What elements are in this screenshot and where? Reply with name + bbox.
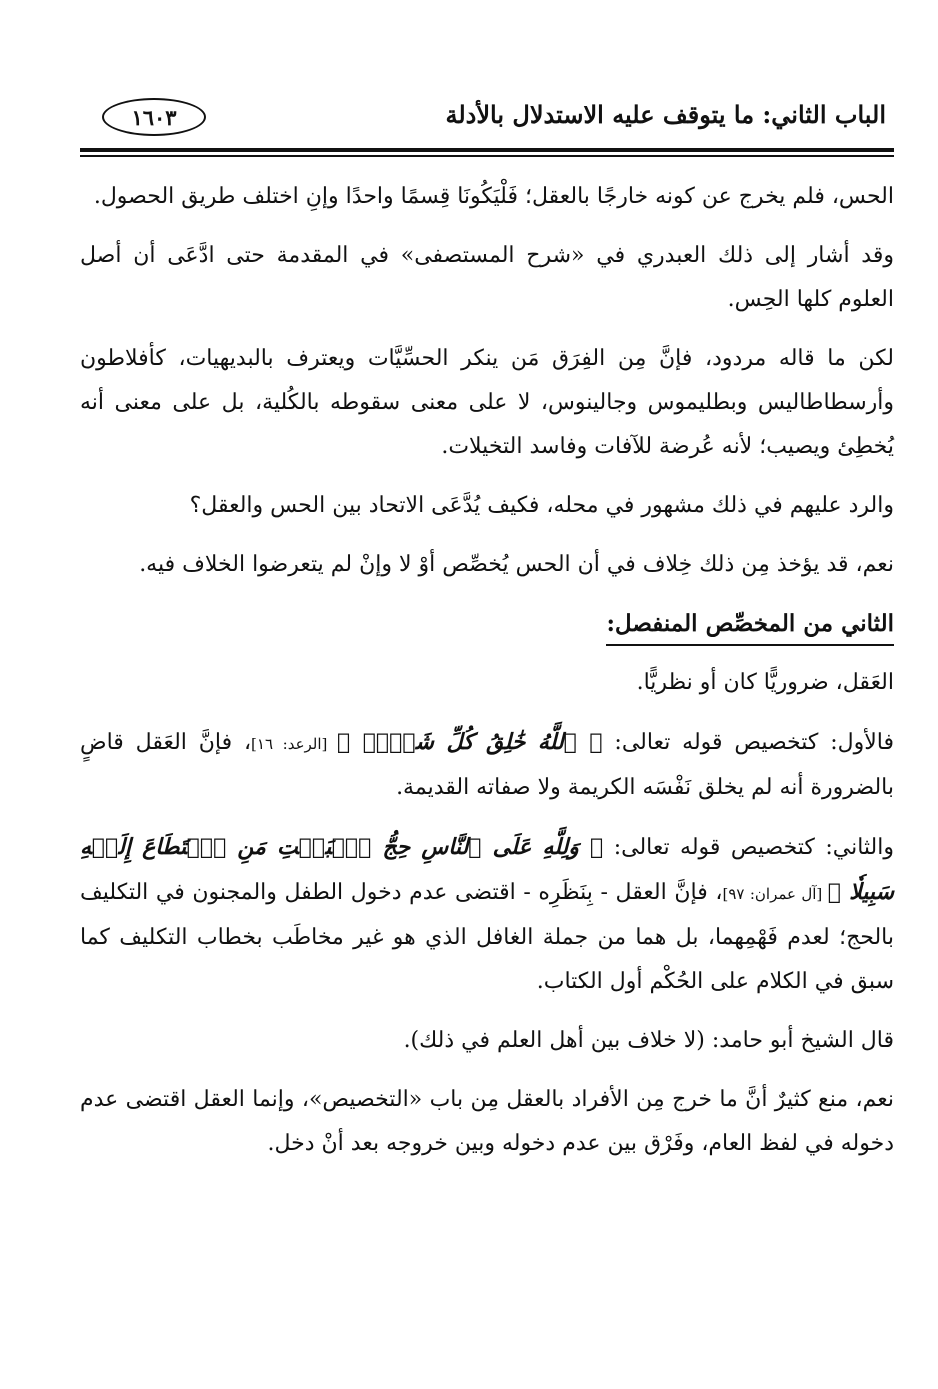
paragraph-2: وقد أشار إلى ذلك العبدري في «شرح المستصفى» في المقدمة حتى ادَّعَى أن أصل العلوم كلها الحِس. (80, 242, 894, 312)
page-body (80, 175, 894, 1166)
quran-verse-1: ﴿ ٱللَّهُ خَٰلِقُ كُلِّ شَيۡءٖ ﴾ (337, 728, 603, 755)
paragraph-9: قال الشيخ أبو حامد: (لا خلاف بين أهل العلم في ذلك). (403, 1027, 894, 1053)
section-heading-wrap (80, 602, 894, 661)
header-rule-thick (80, 148, 894, 152)
paragraph-10: نعم، منع كثيرٌ أنَّ ما خرج مِن الأفراد بالعقل مِن باب «التخصيص»، وإنما العقل اقتضى عدم دخوله في لفظ العام، وفَرْق بين عدم دخوله وبين خروجه بعد أنْ دخل. (80, 1086, 895, 1156)
paragraph-7-intro: فالأول: كتخصيص قوله تعالى: (602, 729, 894, 755)
paragraph-3: لكن ما قاله مردود، فإنَّ مِن الفِرَق مَن ينكر الحسِّيَّات ويعترف بالبديهيات، كأفلاطون وأرسطاطاليس وبطليموس وجالينوس، لا على معنى سقوطه بالكُلية، بل على معنى أنه يُخطِئ ويصيب؛ لأنه عُرضة للآفات وفاسد التخيلات. (80, 345, 894, 459)
paragraph-8-intro: والثاني: كتخصيص قوله تعالى: (603, 834, 894, 860)
running-title: الباب الثاني: ما يتوقف عليه الاستدلال بالأدلة (445, 100, 886, 129)
paragraph-8 (80, 825, 894, 1004)
verse-reference-1: [الرعد: ١٦] (251, 734, 338, 753)
paragraph-7 (80, 720, 894, 810)
page-header (80, 92, 894, 148)
paragraph-5: نعم، قد يؤخذ مِن ذلك خِلاف في أن الحس يُخصِّص أوْ لا وإنْ لم يتعرضوا الخلاف فيه. (139, 551, 894, 577)
paragraph-6: العَقل، ضروريًّا كان أو نظريًّا. (636, 669, 894, 695)
paragraph-4: والرد عليهم في ذلك مشهور في محله، فكيف يُدَّعَى الاتحاد بين الحس والعقل؟ (189, 492, 894, 518)
page-number: ١٦٠٣ (102, 98, 206, 136)
header-rule-thin (80, 155, 894, 157)
paragraph-1: الحس، فلم يخرج عن كونه خارجًا بالعقل؛ فَلْيَكُونَا قِسمًا واحدًا وإنِ اختلف طريق الحصول. (93, 183, 894, 209)
verse-reference-2: [آل عمران: ٩٧] (722, 884, 828, 903)
paragraph-7-rest: ، فإنَّ العَقل قاضٍ بالضرورة أنه لم يخلق نَفْسَه الكريمة ولا صفاته القديمة. (80, 729, 894, 800)
quran-verse-2: ﴿ وَلِلَّهِ عَلَى ٱلنَّاسِ حِجُّ ٱلۡبَيۡتِ مَنِ ٱسۡتَطَاعَ إِلَيۡهِ سَبِيلٗا ﴾ (80, 833, 895, 905)
paragraph-8-rest: ، فإنَّ العقل - بِنَظَرِه - اقتضى عدم دخول الطفل والمجنون في التكليف بالحج؛ لعدم فَهْمِهما، بل هما من جملة الغافل الذي هو غير مخاطَب بخطاب التكليف كما سبق في الكلام على الحُكْم أول الكتاب. (80, 879, 894, 994)
section-heading: الثاني من المخصِّص المنفصل: (606, 604, 894, 646)
